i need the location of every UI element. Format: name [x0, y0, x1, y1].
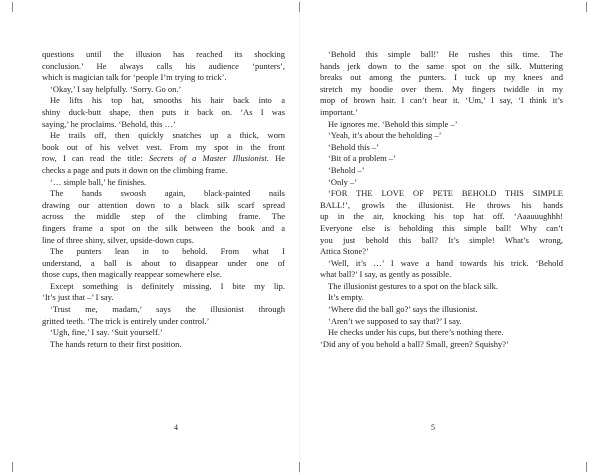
- text-line: Everyone else is beholding this simple ball! Why can’t: [320, 222, 563, 233]
- text-line: important.’: [320, 106, 359, 117]
- text-line: It’s empty.: [328, 292, 364, 303]
- text-line: ‘Bit of a problem –’: [328, 153, 396, 164]
- text-line: He lifts his top hat, smooths his hair back into a: [50, 95, 285, 106]
- page-number-right: 5: [431, 423, 435, 432]
- text-line: The hands swoosh again, black-painted nails: [50, 188, 285, 199]
- text-line: ‘… simple ball,’ he finishes.: [50, 176, 147, 187]
- text-line: mop of brown hair. I can’t bear it. ‘Um,’ I say, ‘I think it’s: [320, 95, 563, 106]
- text-line: row, I can read the title: Secrets of a Master Illusionist. He: [42, 153, 285, 164]
- text-line: BALL!’, growls the illusionist. He throws his hands: [320, 199, 563, 210]
- gutter: [299, 0, 300, 475]
- text-line: Attica Stone?’: [320, 246, 369, 257]
- text-line: ‘Trust me, madam,’ says the illusionist through: [50, 304, 285, 315]
- text-line: He ignores me. ‘Behold this simple –’: [328, 118, 458, 129]
- text-line: drawing our attention down to a black silk scarf spread: [42, 199, 285, 210]
- text-line: ‘FOR THE LOVE OF PETE BEHOLD THIS SIMPLE: [328, 188, 563, 199]
- text-line: understand, a ball is about to disappear under one of: [42, 257, 285, 268]
- crop-mark: [586, 2, 587, 12]
- text-line: The illusionist gestures to a spot on the black silk.: [328, 280, 498, 291]
- text-line: The hands return to their first position.: [50, 338, 182, 349]
- text-line: ‘Did any of you behold a ball? Small, green? Squishy?’: [320, 338, 509, 349]
- text-line: fingers frame a spot on the silk between the book and a: [42, 222, 285, 233]
- text-line: checks a page and puts it down on the climbing frame.: [42, 164, 228, 175]
- text-line: across the middle step of the climbing frame. The: [42, 211, 285, 222]
- text-line: ‘Behold –’: [328, 164, 365, 175]
- text-line: shiny duck-butt shape, then puts it back on. ‘As I was: [42, 106, 285, 117]
- page-number-left: 4: [174, 423, 178, 432]
- text-line: ‘Aren’t we supposed to say that?’ I say.: [328, 315, 462, 326]
- crop-mark: [12, 2, 13, 12]
- text-line: ‘Behold this –’: [328, 141, 379, 152]
- crop-mark: [299, 2, 300, 12]
- text-line: you just behold this ball? It’s simple! What’s wrong,: [320, 234, 563, 245]
- text-line: book out of his velvet vest. From my spot in the front: [42, 141, 285, 152]
- text-line: ‘Yeah, it’s about the beholding –’: [328, 130, 442, 141]
- crop-mark: [299, 462, 300, 472]
- text-line: Except something is definitely missing. I bite my lip.: [50, 280, 285, 291]
- text-line: line of three shiny, silver, upside-down cups.: [42, 234, 194, 245]
- text-line: conclusion.’ He always calls his audience ‘punters’,: [42, 60, 285, 71]
- text-line: hands jerk down to the same spot on the silk. Muttering: [320, 60, 563, 71]
- text-line: stretch my hoodie over them. My fingers twiddle in my: [320, 83, 563, 94]
- text-line: The punters lean in to behold. From what I: [50, 246, 285, 257]
- text-line: ‘Behold this simple ball!’ He rushes this time. The: [328, 49, 563, 59]
- right-page-text: [320, 49, 563, 350]
- crop-mark: [586, 462, 587, 472]
- text-line: those cups, then magically reappear somewhere else.: [42, 269, 222, 280]
- text-line: questions until the illusion has reached its shocking: [42, 49, 285, 59]
- left-page-text: [42, 49, 285, 350]
- text-line: ‘Only –’: [328, 176, 358, 187]
- crop-mark: [12, 462, 13, 472]
- text-line: ‘Okay,’ I say helpfully. ‘Sorry. Go on.’: [50, 83, 182, 94]
- text-line: He trails off, then quickly snatches up a thick, worn: [50, 130, 285, 141]
- text-line: He checks under his cups, but there’s nothing there.: [328, 327, 504, 338]
- text-line: what ball?’ I say, as gently as possible.: [320, 269, 452, 280]
- text-line: ‘Ugh, fine,’ I say. ‘Suit yourself.’: [50, 327, 163, 338]
- text-line: ‘It’s just that –’ I say.: [42, 292, 114, 303]
- text-line: saying,’ he proclaims. ‘Behold, this …’: [42, 118, 176, 129]
- text-line: up in the air, knocking his top hat off. ‘Aaauuughhh!: [320, 211, 563, 222]
- text-line: which is magician talk for ‘people I’m trying to trick’.: [42, 72, 227, 83]
- text-line: gritted teeth. ‘The trick is entirely under control.’: [42, 315, 210, 326]
- text-line: ‘Where did the ball go?’ says the illusionist.: [328, 304, 478, 315]
- text-line: breaks out among the punters. I tuck up my knees and: [320, 72, 563, 83]
- text-line: ‘Well, it’s …’ I wave a hand towards his trick. ‘Behold: [328, 257, 563, 268]
